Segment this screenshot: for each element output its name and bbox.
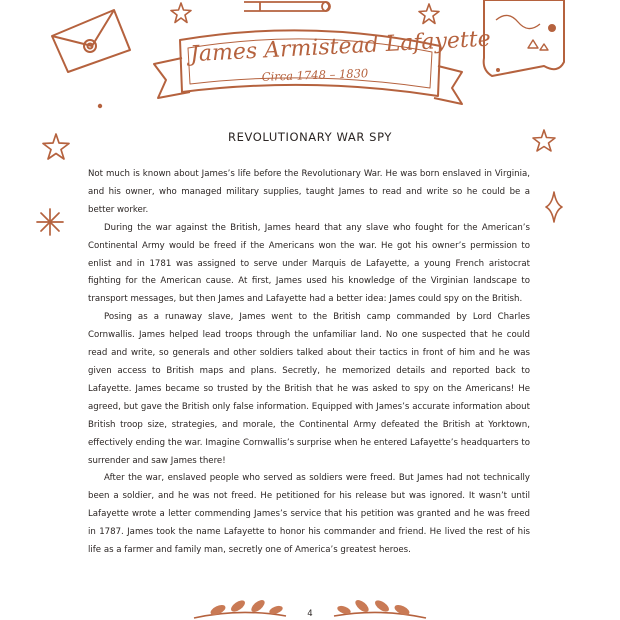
sparkle-icon	[544, 190, 564, 224]
paragraph: Posing as a runaway slave, James went to the British camp commanded by Lord Charles Cornwallis. James helped lead troops through the unfamiliar land. No one suspected that he could read and write, so generals and other soldiers talked about their tactics in front of him and he was given access to British maps and plans. Secretly, he memorized details and reported back to Lafayette. James became so trusted by the British that he was asked to spy on the Americans! He agreed, but gave the British only false information. Equipped with James’s accurate information about British troop size, strategies, and morale, the Continental Army defeated the British at Yorktown, effectively ending the war. Imagine Cornwallis’s surprise when he entered Lafayette’s headquarters to surrender and saw James there!	[88, 312, 530, 466]
page-number: 4	[307, 609, 313, 619]
envelope-icon	[44, 6, 136, 74]
banner-dates: Circa 1748 – 1830	[261, 66, 369, 84]
map-icon	[478, 0, 570, 80]
banner-name: James Armistead Lafayette	[189, 26, 492, 68]
paragraph: After the war, enslaved people who served as soldiers were freed. But James had not technically been a soldier, and he was not freed. He petitioned for his release but was ignored. It wasn’t until Lafayette wrote a letter commending James’s service that his petition was granted and he was freed in 1787. James took the name Lafayette to honor his commander and friend. He lived the rest of his life as a farmer and family man, secretly one of America’s greatest heroes.	[88, 473, 530, 556]
paragraph: Not much is known about James’s life before the Revolutionary War. He was born enslaved in Virginia, and his owner, who managed military supplies, taught James to read and write so he could be a better worker.	[88, 169, 530, 215]
sparkle-icon	[34, 206, 66, 238]
scroll-icon	[240, 0, 336, 14]
laurel-branch-icon	[330, 596, 430, 620]
paragraph: During the war against the British, James heard that any slave who fought for the American’s Continental Army would be freed if the Americans won the war. He got his owner’s permission to enlist and in 1781 was assigned to serve under Marquis de Lafayette, a young French aristocrat fighting for the American cause. At first, James used his knowledge of the Virginian landscape to transport messages, but then James and Lafayette had a better idea: James could spy on the British.	[88, 222, 530, 305]
laurel-branch-icon	[190, 596, 290, 620]
dot	[97, 103, 103, 109]
article-body	[88, 166, 530, 560]
section-title: REVOLUTIONARY WAR SPY	[228, 130, 392, 144]
